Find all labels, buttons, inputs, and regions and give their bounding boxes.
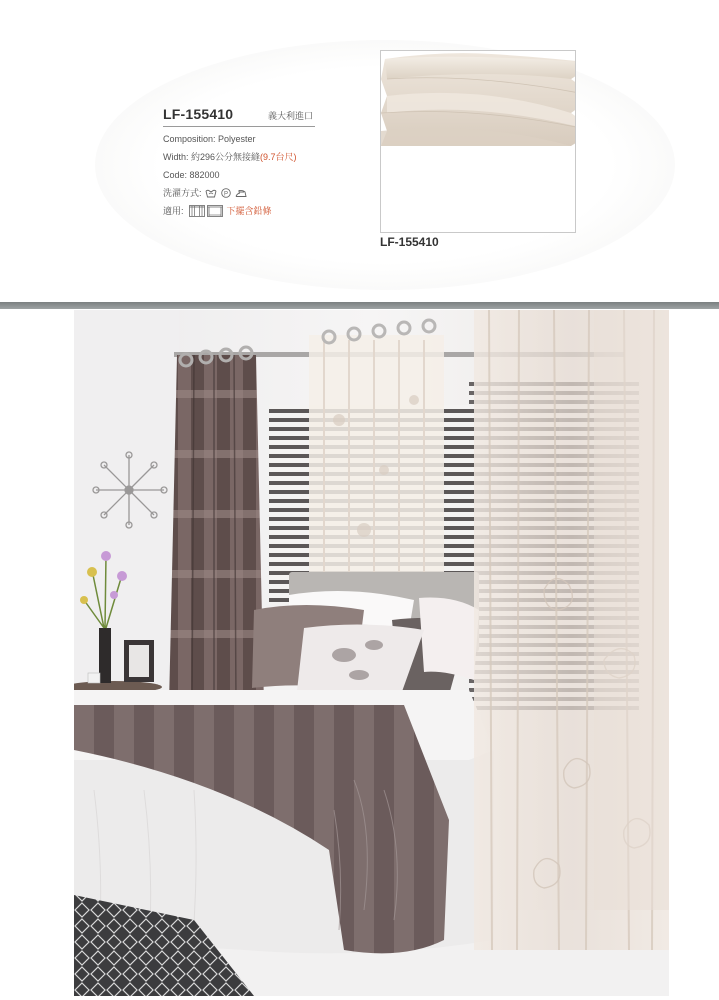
hand-wash-icon bbox=[205, 188, 217, 198]
fabric-swatch bbox=[380, 50, 576, 233]
use-note: 下擺含鉛條 bbox=[226, 206, 272, 216]
code-text: Code: 882000 bbox=[163, 170, 220, 180]
product-code: LF-155410 bbox=[163, 106, 234, 122]
iron-icon bbox=[235, 188, 247, 198]
divider-band bbox=[0, 302, 719, 309]
swatch-fabric-image bbox=[381, 51, 575, 232]
use-line bbox=[163, 205, 323, 217]
use-label: 適用: bbox=[163, 206, 184, 216]
width-line bbox=[163, 151, 323, 163]
spec-block bbox=[163, 106, 323, 217]
bedroom-photo bbox=[74, 310, 669, 996]
product-title-row bbox=[163, 106, 315, 127]
product-origin: 義大利進口 bbox=[267, 111, 313, 121]
composition-line bbox=[163, 133, 323, 145]
width-note: (9.7台尺) bbox=[260, 152, 297, 162]
dry-clean-p-icon bbox=[220, 188, 232, 198]
width-text: Width: 約296公分無接縫 bbox=[163, 152, 261, 162]
care-line bbox=[163, 187, 323, 199]
bedroom-photo-illustration bbox=[74, 310, 669, 996]
svg-text:P: P bbox=[223, 191, 228, 198]
swatch-label: LF-155410 bbox=[380, 235, 439, 249]
curtain-pleat-icon bbox=[189, 205, 205, 217]
care-label: 洗濯方式: bbox=[163, 188, 202, 198]
composition-text: Composition: Polyester bbox=[163, 134, 256, 144]
code-line bbox=[163, 169, 323, 181]
curtain-panel-icon bbox=[207, 205, 223, 217]
